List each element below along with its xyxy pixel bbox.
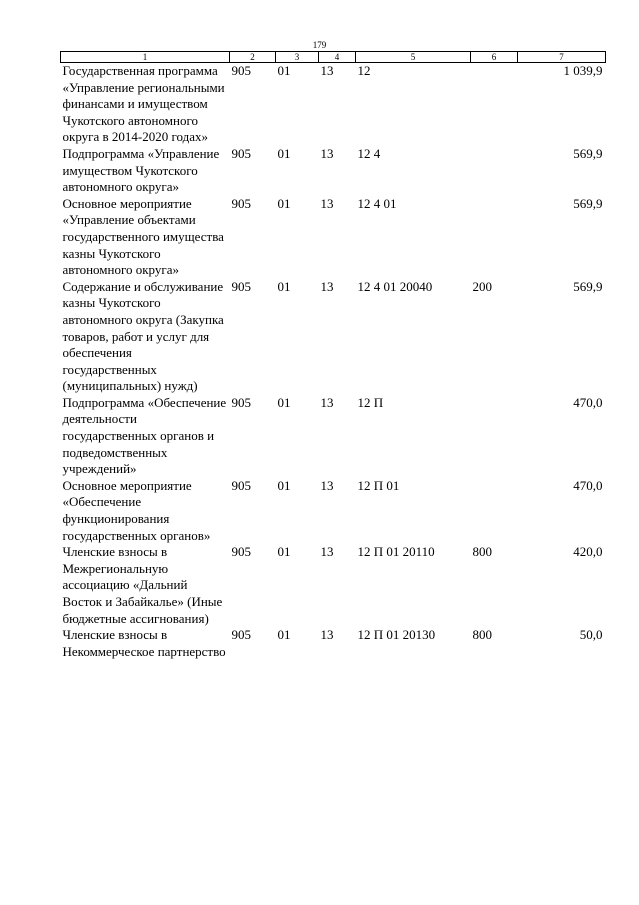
row-amount: 420,0 [573,544,603,560]
row-name: Основное мероприятие «Управление объектами государственного имущества казны Чукотского автономного округа» [62,195,224,278]
row-name: Подпрограмма «Управление имуществом Чукотского автономного округа» [62,145,220,195]
table-row [61,279,606,395]
row-ministry-code: 905 [231,544,251,560]
row-target-article: 12 П 01 [357,477,400,493]
table-row [61,196,606,279]
row-ministry-code: 905 [231,63,251,78]
row-amount: 569,9 [573,278,603,294]
column-header-2: 2 [230,52,276,63]
table-row [61,627,606,660]
row-ministry-code: 905 [231,195,251,211]
row-section-code: 01 [277,627,291,643]
row-ministry-code: 905 [231,394,251,410]
row-section-code: 01 [277,63,291,78]
row-target-article: 12 4 [357,145,381,161]
row-section-code: 01 [277,195,291,211]
table-row [61,63,606,146]
row-expense-type [471,196,518,279]
table-row [61,544,606,627]
row-name: Содержание и обслуживание казны Чукотского автономного округа (Закупка товаров, работ и услуг для обеспечения государственных (муниципальных) нужд) [62,278,224,394]
row-expense-type: 800 [472,544,492,560]
row-target-article: 12 4 01 [357,195,397,211]
column-header-6: 6 [471,52,518,63]
row-subsection-code: 13 [320,544,334,560]
row-expense-type [471,478,518,544]
row-subsection-code: 13 [320,63,334,78]
row-section-code: 01 [277,145,291,161]
row-subsection-code: 13 [320,278,334,294]
row-subsection-code: 13 [320,195,334,211]
column-header-5: 5 [356,52,471,63]
column-header-1: 1 [61,52,230,63]
budget-table [60,51,606,660]
row-name: Членские взносы в Межрегиональную ассоциацию «Дальний Восток и Забайкалье» (Иные бюджетные ассигнования) [62,544,223,626]
row-expense-type: 800 [472,627,492,643]
column-number-row [61,52,606,63]
row-ministry-code: 905 [231,145,251,161]
row-ministry-code: 905 [231,278,251,294]
row-expense-type [471,63,518,146]
row-target-article: 12 4 01 20040 [357,278,433,294]
row-ministry-code: 905 [231,477,251,493]
row-subsection-code: 13 [320,394,334,410]
row-section-code: 01 [277,278,291,294]
row-name: Государственная программа «Управление региональными финансами и имуществом Чукотского автономного округа в 2014-2020 годах» [62,63,225,145]
row-target-article: 12 П [357,394,384,410]
row-section-code: 01 [277,544,291,560]
row-section-code: 01 [277,477,291,493]
row-subsection-code: 13 [320,477,334,493]
row-name: Основное мероприятие «Обеспечение функционирования государственных органов» [62,477,211,543]
row-target-article: 12 П 01 20110 [357,544,435,560]
row-name: Подпрограмма «Обеспечение деятельности государственных органов и подведомственных учреждений» [62,394,227,477]
row-target-article: 12 П 01 20130 [357,627,436,643]
row-amount: 569,9 [573,195,603,211]
table-row [61,146,606,196]
column-header-4: 4 [319,52,356,63]
row-expense-type [471,395,518,478]
row-subsection-code: 13 [320,145,334,161]
row-amount: 470,0 [573,394,603,410]
column-header-3: 3 [276,52,319,63]
row-target-article: 12 [357,63,371,78]
row-amount: 569,9 [573,145,603,161]
row-expense-type [471,146,518,196]
row-section-code: 01 [277,394,291,410]
row-amount: 1 039,9 [563,63,603,78]
row-ministry-code: 905 [231,627,251,643]
table-row [61,395,606,478]
row-amount: 470,0 [573,477,603,493]
column-header-7: 7 [518,52,606,63]
row-amount: 50,0 [579,627,603,643]
row-name: Членские взносы в Некоммерческое партнерство [62,627,226,659]
row-subsection-code: 13 [320,627,334,643]
row-expense-type: 200 [472,278,492,294]
page-number: 179 [312,40,327,50]
table-row [61,478,606,544]
